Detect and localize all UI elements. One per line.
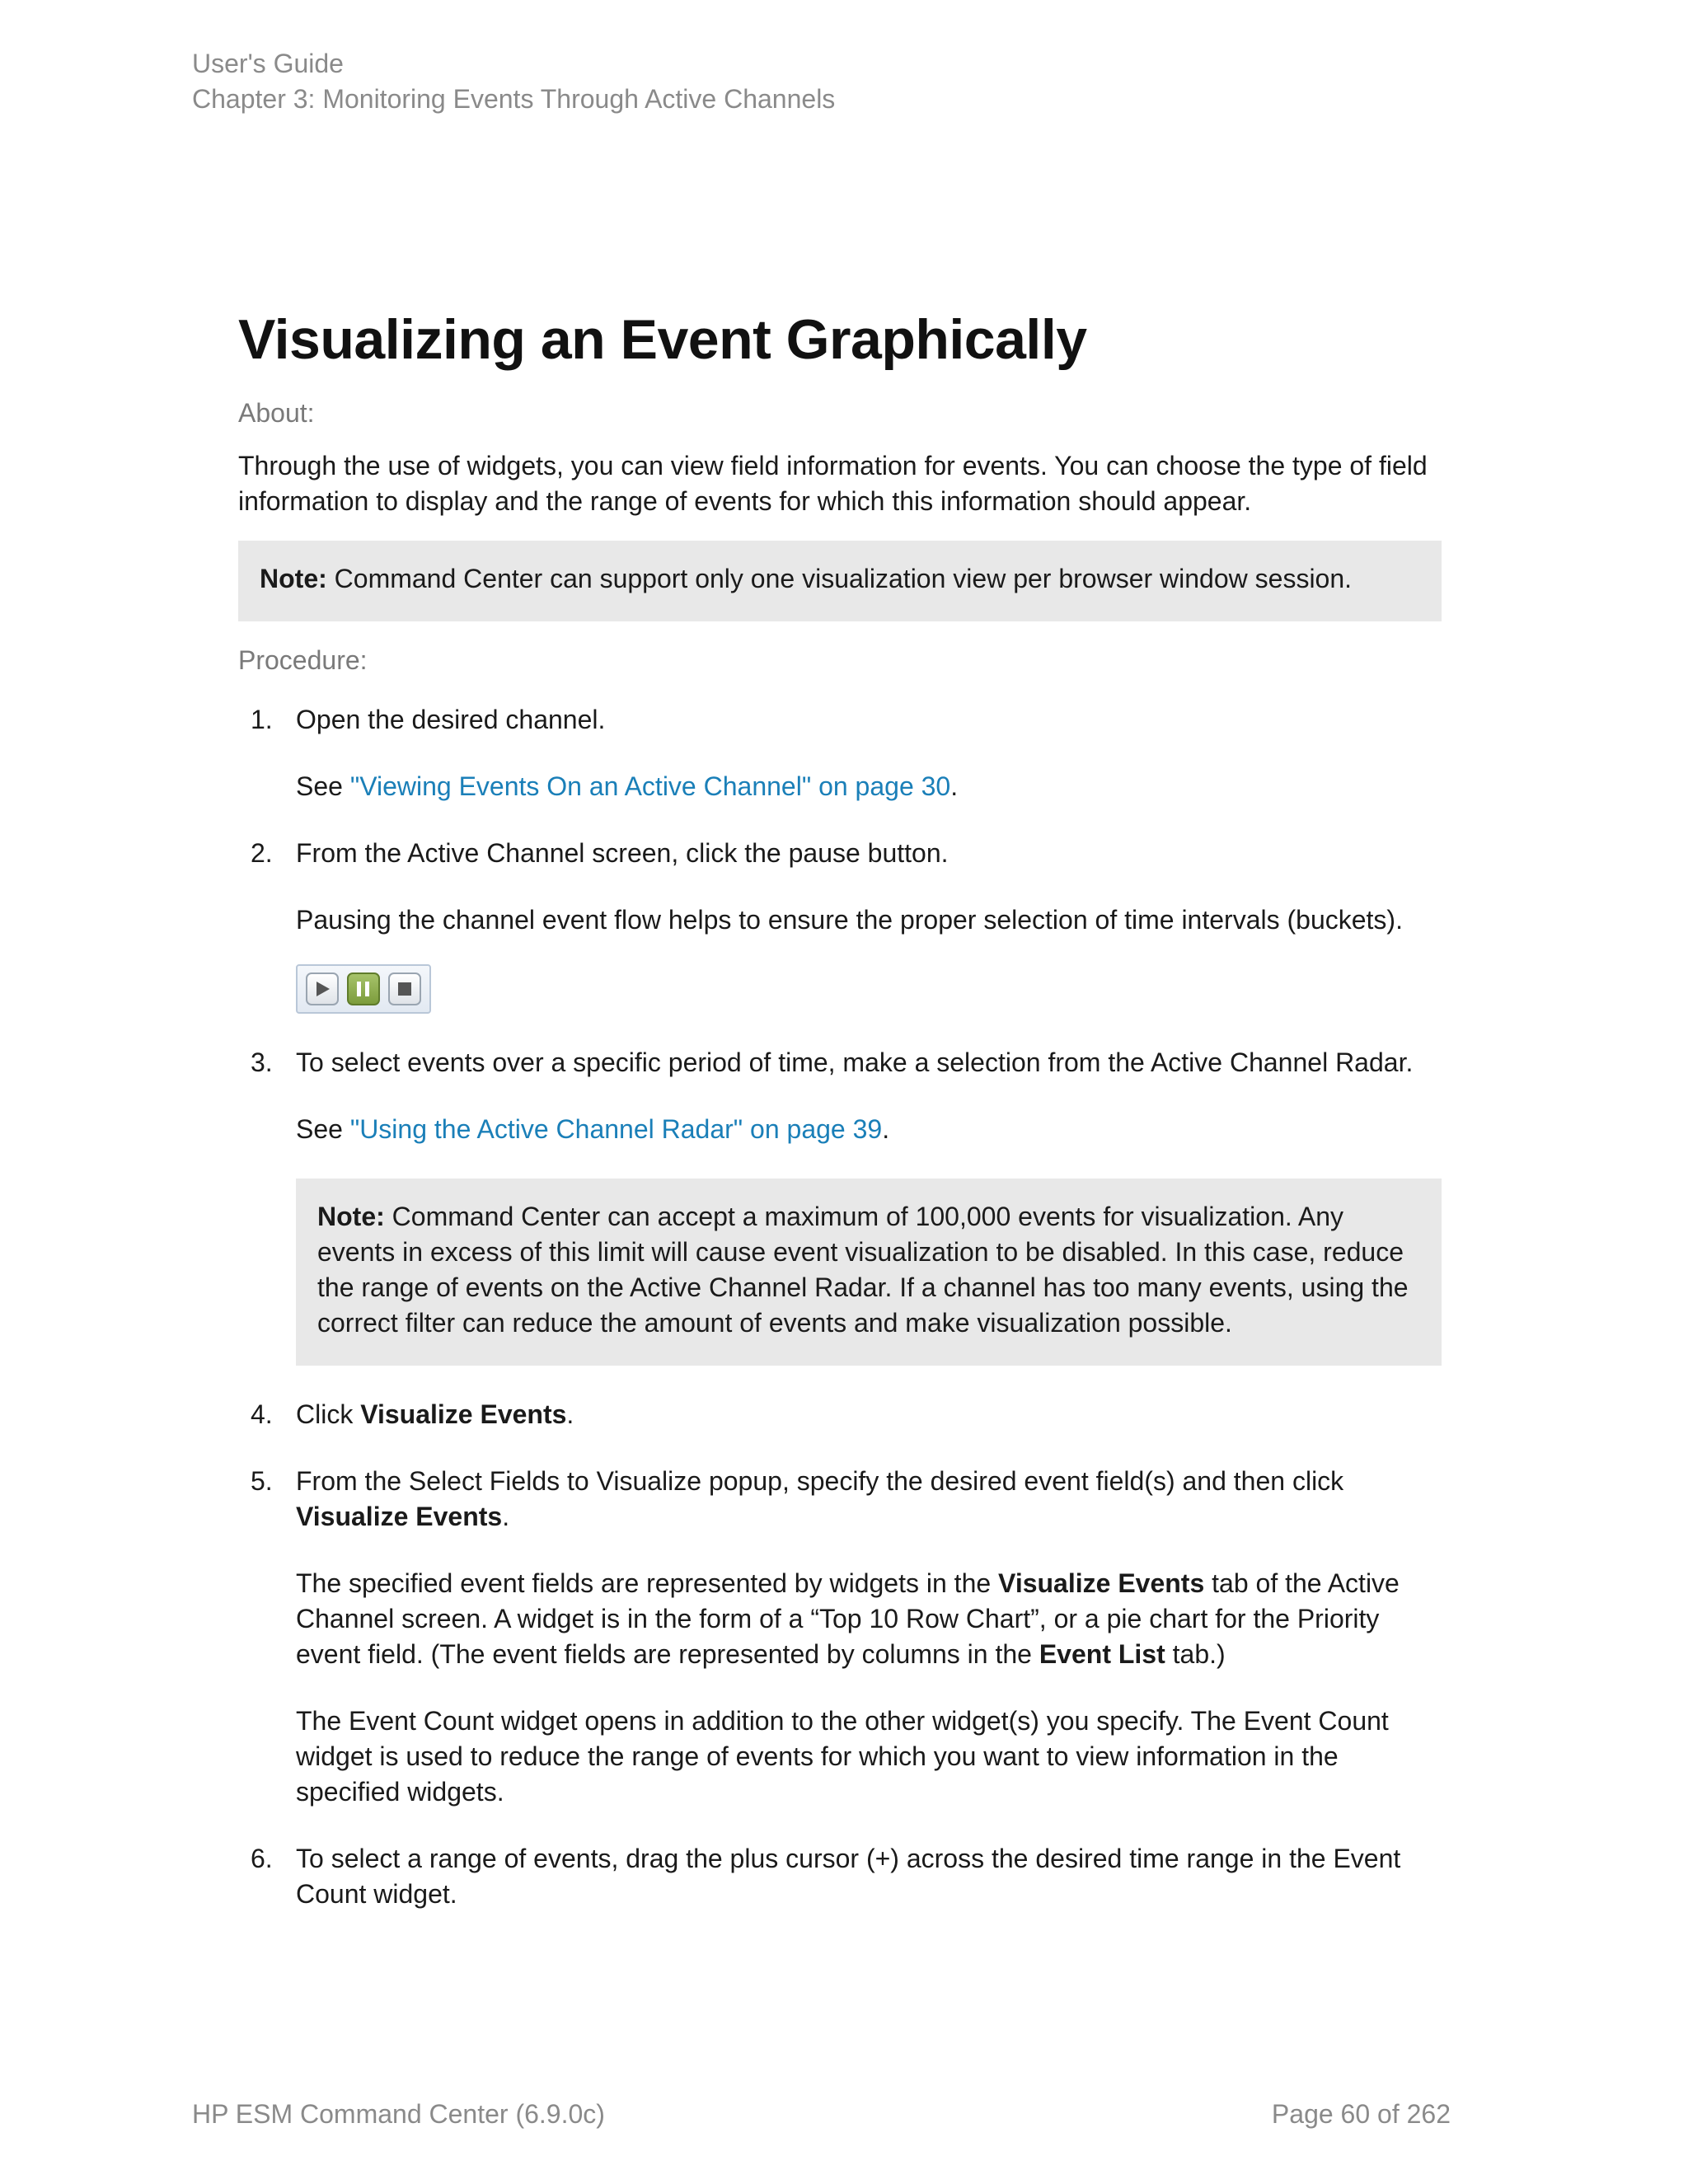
header-guide-title: User's Guide bbox=[192, 49, 344, 78]
footer-product: HP ESM Command Center (6.9.0c) bbox=[192, 2099, 605, 2129]
see-prefix: See bbox=[296, 1114, 350, 1144]
about-paragraph: Through the use of widgets, you can view field information for events. You can choose the type of field information to display and the range of events for which this information should appear. bbox=[238, 451, 1428, 516]
note-box-limit bbox=[296, 1179, 1442, 1366]
step-sub-text bbox=[296, 1566, 1442, 1672]
about-label: About: bbox=[238, 398, 315, 428]
step-text: To select events over a specific period of time, make a selection from the Active Channel Radar. bbox=[296, 1047, 1414, 1077]
main-content bbox=[238, 307, 1442, 1943]
step-sub-text: The Event Count widget opens in addition to the other widget(s) you specify. The Event Count widget is used to reduce the range of events for which you want to view information in the specified widgets. bbox=[296, 1706, 1389, 1807]
ui-term: Visualize Events bbox=[998, 1568, 1205, 1598]
step-text bbox=[296, 1464, 1442, 1535]
step-number: 5. bbox=[251, 1466, 273, 1496]
header-chapter-title: Chapter 3: Monitoring Events Through Active Channels bbox=[192, 84, 836, 114]
step-sub-text: Pausing the channel event flow helps to ensure the proper selection of time intervals (buckets). bbox=[296, 905, 1403, 935]
step-2 bbox=[238, 836, 1442, 1014]
sub-text-part: tab.) bbox=[1165, 1639, 1226, 1669]
step-number: 1. bbox=[251, 705, 273, 734]
see-suffix: . bbox=[950, 771, 959, 801]
pause-icon bbox=[347, 972, 380, 1005]
page-title: Visualizing an Event Graphically bbox=[238, 308, 1087, 371]
stop-icon bbox=[388, 972, 421, 1005]
see-prefix: See bbox=[296, 771, 350, 801]
step-text-prefix: Click bbox=[296, 1399, 361, 1429]
running-header bbox=[192, 46, 835, 117]
step-number: 2. bbox=[251, 838, 273, 868]
ui-term: Event List bbox=[1039, 1639, 1165, 1669]
see-suffix: . bbox=[882, 1114, 890, 1144]
step-see-also bbox=[296, 769, 1442, 804]
sub-text-part: The specified event fields are represented by widgets in the bbox=[296, 1568, 999, 1598]
sub-text-part: tab of the Active Channel screen. A widget is in the form of a “Top 10 Row Chart”, or a pie chart for the Priority event field. (The event fields are represented by columns in the bbox=[296, 1568, 1400, 1669]
note-text: Command Center can accept a maximum of 100,000 events for visualization. Any events in excess of this limit will cause event visualization to be disabled. In this case, reduce the range of events on the Active Channel Radar. If a channel has too many events, using the correct filter can reduce the amount of events and make visualization possible. bbox=[317, 1202, 1409, 1338]
step-number: 6. bbox=[251, 1844, 273, 1873]
step-text: From the Active Channel screen, click the pause button. bbox=[296, 838, 949, 868]
step-1 bbox=[238, 702, 1442, 804]
step-text-suffix: . bbox=[566, 1399, 574, 1429]
step-3 bbox=[238, 1045, 1442, 1366]
step-4 bbox=[238, 1397, 1442, 1432]
step-5 bbox=[238, 1464, 1442, 1810]
ui-term: Visualize Events bbox=[296, 1502, 503, 1531]
step-text-prefix: From the Select Fields to Visualize popup, specify the desired event field(s) and then click bbox=[296, 1466, 1344, 1496]
step-6 bbox=[238, 1841, 1442, 1912]
link-using-radar[interactable]: "Using the Active Channel Radar" on page 39 bbox=[349, 1114, 883, 1144]
ui-term: Visualize Events bbox=[360, 1399, 567, 1429]
step-see-also bbox=[296, 1112, 1442, 1147]
step-number: 4. bbox=[251, 1399, 273, 1429]
media-controls-image bbox=[296, 964, 431, 1014]
note-text: Command Center can support only one visualization view per browser window session. bbox=[326, 564, 1353, 593]
play-icon bbox=[306, 972, 339, 1005]
procedure-steps bbox=[238, 702, 1442, 1912]
note-box-session bbox=[238, 541, 1442, 621]
note-label: Note: bbox=[317, 1202, 385, 1231]
step-text bbox=[296, 1397, 1442, 1432]
step-text-suffix: . bbox=[502, 1502, 510, 1531]
link-viewing-events[interactable]: "Viewing Events On an Active Channel" on page 30 bbox=[349, 771, 951, 801]
footer-page-number: Page 60 of 262 bbox=[1271, 2099, 1451, 2129]
step-text: Open the desired channel. bbox=[296, 705, 606, 734]
procedure-label: Procedure: bbox=[238, 645, 368, 675]
step-text: To select a range of events, drag the plus cursor (+) across the desired time range in the Event Count widget. bbox=[296, 1844, 1401, 1909]
note-label: Note: bbox=[260, 564, 327, 593]
step-number: 3. bbox=[251, 1047, 273, 1077]
